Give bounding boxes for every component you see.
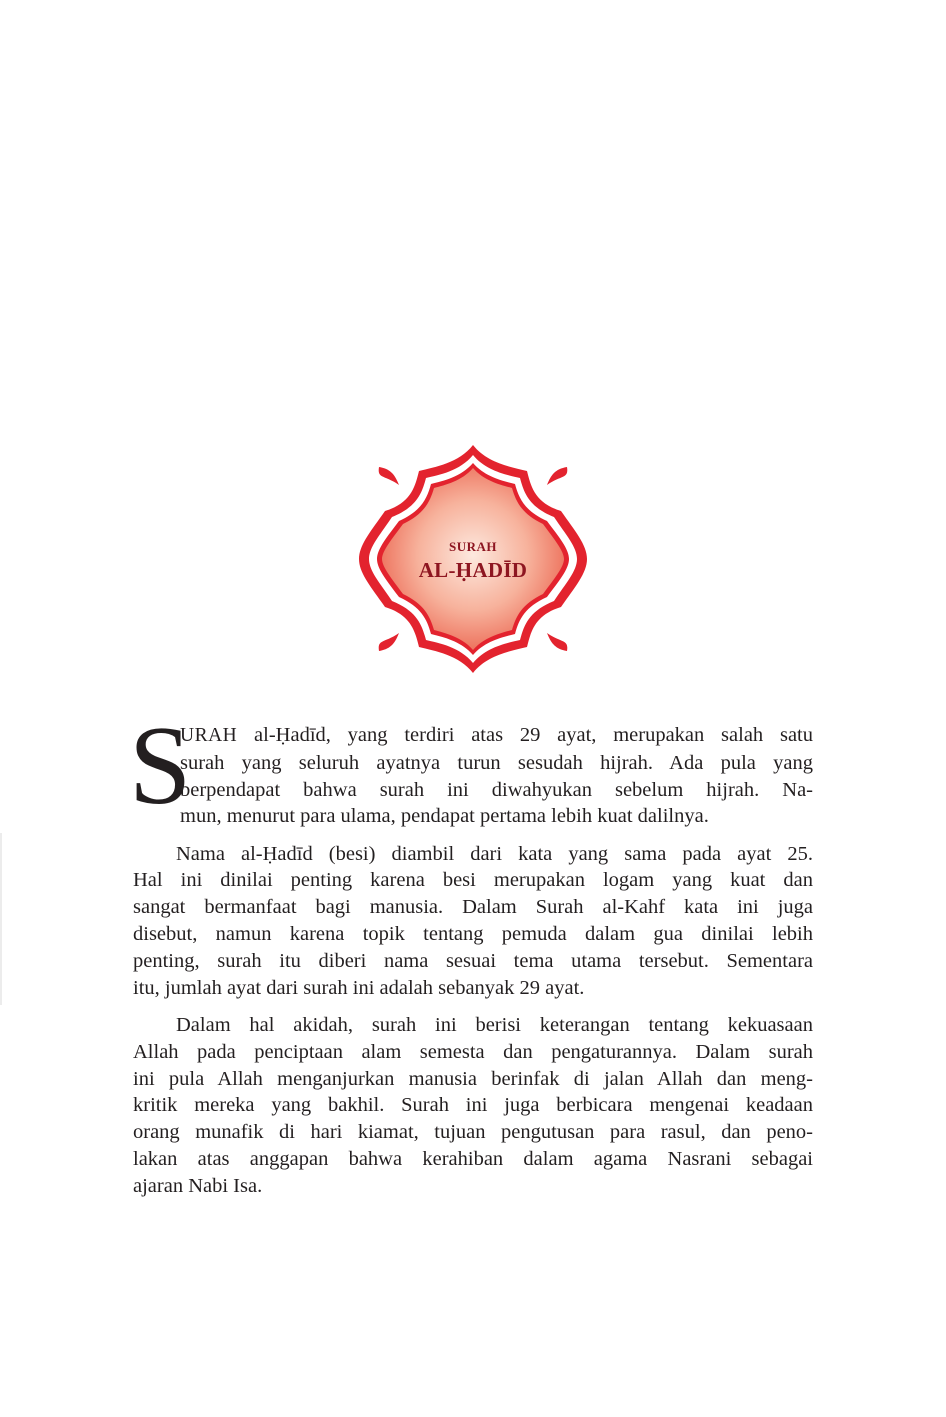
paragraph-name-origin [133,841,813,1002]
emblem-subtitle: SURAH [448,539,497,554]
text-line: disebut, namun karena topik tentang pemuda dalam gua dinilai lebih [133,923,813,946]
text-line: ajaran Nabi Isa. [133,1174,263,1197]
text-line: berpendapat bahwa surah ini diwahyukan sebelum hijrah. Na- [180,778,813,801]
text-line: orang munafik di hari kiamat, tujuan pengutusan para rasul, dan peno- [133,1121,813,1144]
surah-title: AL-ḤADĪD [418,558,528,582]
page-edge-shadow [0,833,2,1005]
drop-cap: S [129,704,192,828]
text-line: itu, jumlah ayat dari surah ini adalah sebanyak 29 ayat. [133,976,585,999]
paragraph-akidah [133,1012,813,1200]
text-line [133,722,813,750]
paragraph-intro [129,704,813,830]
text-line: mun, menurut para ulama, pendapat pertama lebih kuat dalilnya. [180,805,709,828]
text-line: Dalam hal akidah, surah ini berisi keterangan tentang kekuasaan [176,1013,813,1036]
text-line: penting, surah itu diberi nama sesuai tema utama tersebut. Sementara [133,949,813,972]
text-line: surah yang seluruh ayatnya turun sesudah hijrah. Ada pula yang [180,751,813,774]
lead-word: URAH [180,725,238,746]
body-text [129,704,813,1210]
text-line: Allah pada penciptaan alam semesta dan pengaturannya. Dalam surah [133,1040,813,1063]
text-line: Hal ini dinilai penting karena besi merupakan logam yang kuat dan [133,869,813,892]
text-line: lakan atas anggapan bahwa kerahiban dalam agama Nasrani sebagai [133,1147,813,1170]
text-line: kritik mereka yang bakhil. Surah ini juga berbicara mengenai keadaan [133,1094,813,1117]
emblem-label [355,441,591,677]
text-line: sangat bermanfaat bagi manusia. Dalam Surah al-Kahf kata ini juga [133,896,813,919]
text-line: ini pula Allah menganjurkan manusia berinfak di jalan Allah dan meng- [133,1067,813,1090]
line-text: al-Ḥadīd, yang terdiri atas 29 ayat, merupakan salah satu [237,724,813,746]
text-line: Nama al-Ḥadīd (besi) diambil dari kata yang sama pada ayat 25. [176,842,813,865]
